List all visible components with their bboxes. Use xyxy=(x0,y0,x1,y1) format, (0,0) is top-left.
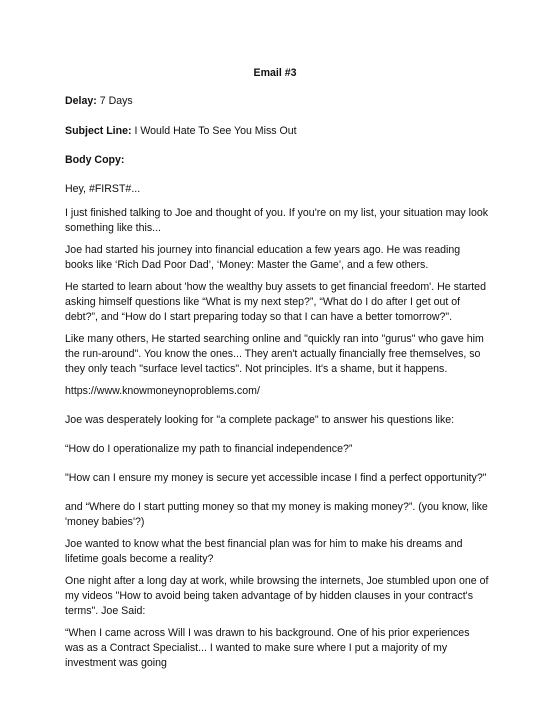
delay-label: Delay: xyxy=(65,95,97,107)
email-title: Email #3 xyxy=(253,67,297,79)
paragraph-intro: I just finished talking to Joe and thought of you. If you're on my list, your situation may look something like this... xyxy=(65,207,489,234)
subject-line xyxy=(65,124,490,139)
delay-line xyxy=(65,94,490,109)
paragraph-question-1: “How do I operationalize my path to financial independence?” xyxy=(65,443,353,455)
paragraph-complete-package: Joe was desperately looking for "a complete package" to answer his questions like: xyxy=(65,414,455,426)
paragraph-questions: He started to learn about 'how the wealthy buy assets to get financial freedom'. He started asking himself questions like “What is my next step?”, “What do I do after I get out of debt?”, and “How do I start preparing today so that I can have a better tomorrow?". xyxy=(65,281,486,323)
subject-label: Subject Line: xyxy=(65,125,132,137)
paragraph-financial-plan: Joe wanted to know what the best financial plan was for him to make his dreams and lifetime goals become a reality? xyxy=(65,538,463,565)
delay-value: 7 Days xyxy=(96,95,133,107)
website-url: https://www.knowmoneynoproblems.com/ xyxy=(65,385,260,397)
paragraph-quote: “When I came across Will I was drawn to his background. One of his prior experiences was as a Contract Specialist... I wanted to make sure where I put a majority of my investment was going xyxy=(65,627,470,669)
paragraph-question-2: "How can I ensure my money is secure yet accessible incase I find a perfect opportunity?" xyxy=(65,472,487,484)
paragraph-video: One night after a long day at work, while browsing the internets, Joe stumbled upon one of my videos "How to avoid being taken advantage of by hidden clauses in your contract's terms". Joe Said: xyxy=(65,575,489,617)
paragraph-gurus: Like many others, He started searching online and "quickly ran into "gurus" who gave him the run-around". You know the ones... They aren't actually financially free themselves, so they only teach "surface level tactics". Not principles. It's a shame, but it happens. xyxy=(65,333,484,375)
paragraph-greeting: Hey, #FIRST#... xyxy=(65,183,141,195)
paragraph-question-3: and “Where do I start putting money so that my money is making money?”. (you know, like 'money babies'?) xyxy=(65,501,488,528)
body-copy-heading: Body Copy: xyxy=(65,154,125,166)
subject-value: I Would Hate To See You Miss Out xyxy=(131,125,297,137)
paragraph-journey: Joe had started his journey into financial education a few years ago. He was reading books like ‘Rich Dad Poor Dad’, ‘Money: Master the Game’, and a few others. xyxy=(65,244,461,271)
